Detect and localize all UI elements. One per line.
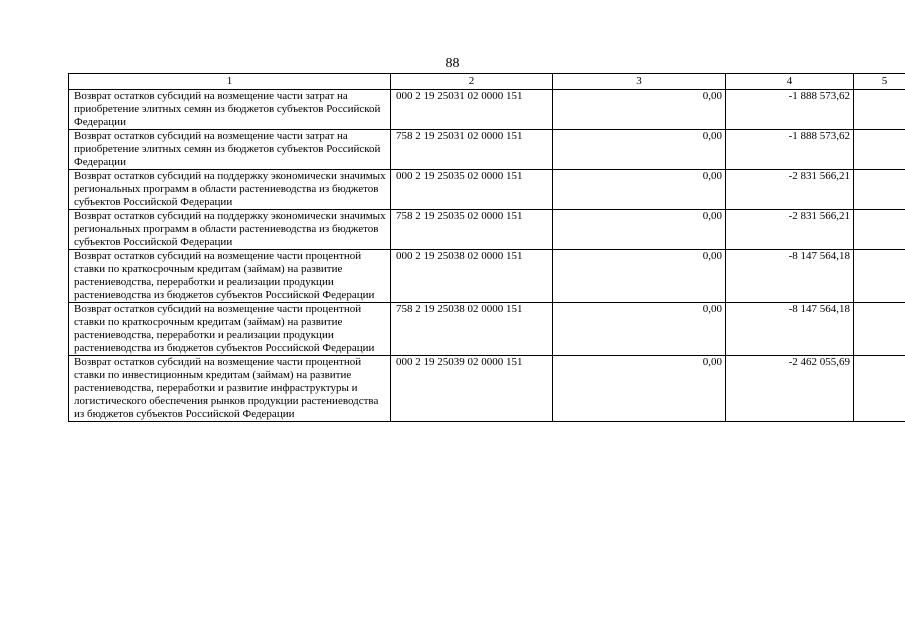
- row-code: 000 2 19 25031 02 0000 151: [391, 90, 553, 130]
- row-col3: 0,00: [553, 356, 726, 422]
- row-name: Возврат остатков субсидий на возмещение части процентной ставки по краткосрочным кредитам (займам) на развитие растениеводства, переработки и реализации продукции растениеводства из бюджетов субъектов Российской Федерации: [69, 250, 391, 303]
- table-header: [69, 74, 905, 90]
- row-col4: -8 147 564,18: [726, 303, 854, 356]
- row-col3: 0,00: [553, 170, 726, 210]
- row-code: 000 2 19 25038 02 0000 151: [391, 250, 553, 303]
- header-cell-1: 1: [69, 74, 391, 90]
- row-name: Возврат остатков субсидий на возмещение части затрат на приобретение элитных семян из бюджетов субъектов Российской Федерации: [69, 90, 391, 130]
- row-col3: 0,00: [553, 303, 726, 356]
- page-number: 88: [445, 56, 460, 71]
- row-name: Возврат остатков субсидий на возмещение части процентной ставки по инвестиционным кредитам (займам) на развитие растениеводства, переработки и развитие инфраструктуры и логистического обеспечения рынков продукции растениеводства из бюджетов субъектов Российской Федерации: [69, 356, 391, 422]
- row-code: 758 2 19 25031 02 0000 151: [391, 130, 553, 170]
- row-col3: 0,00: [553, 250, 726, 303]
- row-code: 758 2 19 25038 02 0000 151: [391, 303, 553, 356]
- budget-table: [68, 73, 905, 422]
- table-body: [69, 90, 905, 422]
- header-cell-4: 4: [726, 74, 854, 90]
- row-col4: -1 888 573,62: [726, 90, 854, 130]
- row-name: Возврат остатков субсидий на возмещение части процентной ставки по краткосрочным кредитам (займам) на развитие растениеводства, переработки и реализации продукции растениеводства из бюджетов субъектов Российской Федерации: [69, 303, 391, 356]
- row-col5: [854, 303, 905, 356]
- table-row: [69, 90, 905, 130]
- header-cell-3: 3: [553, 74, 726, 90]
- row-col3: 0,00: [553, 210, 726, 250]
- table-row: [69, 356, 905, 422]
- row-col5: [854, 250, 905, 303]
- header-cell-5: 5: [854, 74, 905, 90]
- row-col4: -1 888 573,62: [726, 130, 854, 170]
- row-col4: -2 831 566,21: [726, 170, 854, 210]
- table-row: [69, 170, 905, 210]
- row-col5: [854, 170, 905, 210]
- row-col4: -8 147 564,18: [726, 250, 854, 303]
- table-row: [69, 250, 905, 303]
- row-col4: -2 831 566,21: [726, 210, 854, 250]
- header-cell-2: 2: [391, 74, 553, 90]
- row-code: 758 2 19 25035 02 0000 151: [391, 210, 553, 250]
- row-col5: [854, 210, 905, 250]
- row-col3: 0,00: [553, 130, 726, 170]
- row-col5: [854, 356, 905, 422]
- row-name: Возврат остатков субсидий на поддержку экономически значимых региональных программ в области растениеводства из бюджетов субъектов Российской Федерации: [69, 170, 391, 210]
- row-code: 000 2 19 25039 02 0000 151: [391, 356, 553, 422]
- row-name: Возврат остатков субсидий на возмещение части затрат на приобретение элитных семян из бюджетов субъектов Российской Федерации: [69, 130, 391, 170]
- row-col3: 0,00: [553, 90, 726, 130]
- table-row: [69, 130, 905, 170]
- row-name: Возврат остатков субсидий на поддержку экономически значимых региональных программ в области растениеводства из бюджетов субъектов Российской Федерации: [69, 210, 391, 250]
- header-row: [69, 74, 905, 90]
- table-row: [69, 210, 905, 250]
- row-col4: -2 462 055,69: [726, 356, 854, 422]
- row-code: 000 2 19 25035 02 0000 151: [391, 170, 553, 210]
- row-col5: [854, 130, 905, 170]
- table-row: [69, 303, 905, 356]
- row-col5: [854, 90, 905, 130]
